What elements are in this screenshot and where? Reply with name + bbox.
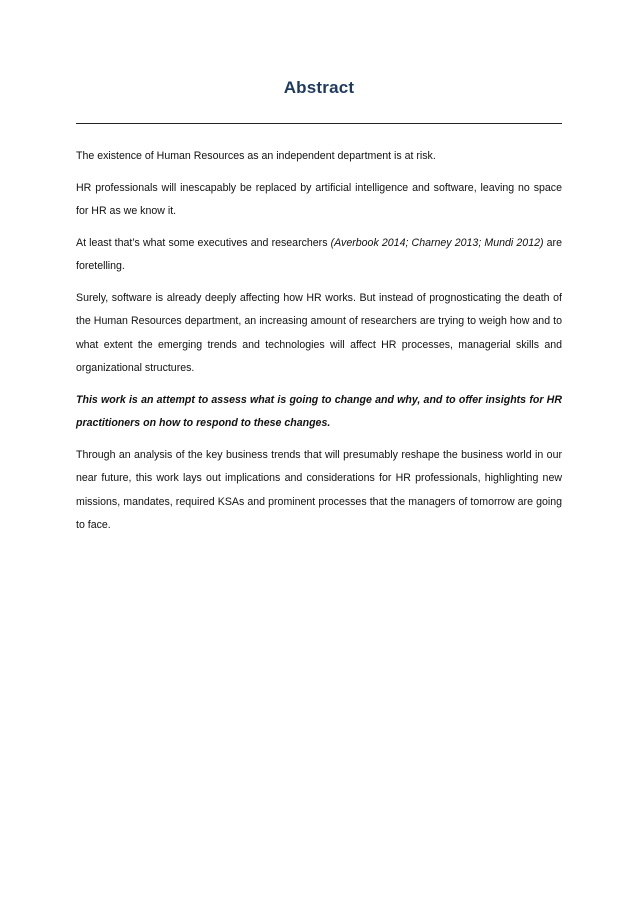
paragraph-3 (76, 232, 562, 279)
paragraph-4: Surely, software is already deeply affecting how HR works. But instead of prognosticating the death of the Human Resources department, an increasing amount of researchers are trying to weigh how and to what extent the emerging trends and technologies will affect HR processes, managerial skills and organizational structures. (76, 291, 562, 374)
paragraph-5-emphasis: This work is an attempt to assess what is going to change and why, and to offer insights for HR practitioners on how to respond to these changes. (76, 393, 562, 429)
paragraph-1: The existence of Human Resources as an independent department is at risk. (76, 150, 436, 162)
paragraph-2: HR professionals will inescapably be replaced by artificial intelligence and software, leaving no space for HR as we know it. (76, 181, 562, 217)
paragraph-3-text-start: At least that’s what some executives and researchers (76, 236, 331, 249)
paragraph-3-citation: (Averbook 2014; Charney 2013; Mundi 2012) (330, 236, 544, 249)
page-title: Abstract (283, 78, 355, 97)
paragraph-6: Through an analysis of the key business trends that will presumably reshape the business world in our near future, this work lays out implications and considerations for HR professionals, highlighting new missions, mandates, required KSAs and prominent processes that the managers of tomorrow are going to face. (76, 448, 562, 531)
abstract-body (76, 145, 562, 546)
paragraph-3-text-end: are foretelling. (76, 236, 562, 272)
title-underline-divider (76, 123, 562, 124)
